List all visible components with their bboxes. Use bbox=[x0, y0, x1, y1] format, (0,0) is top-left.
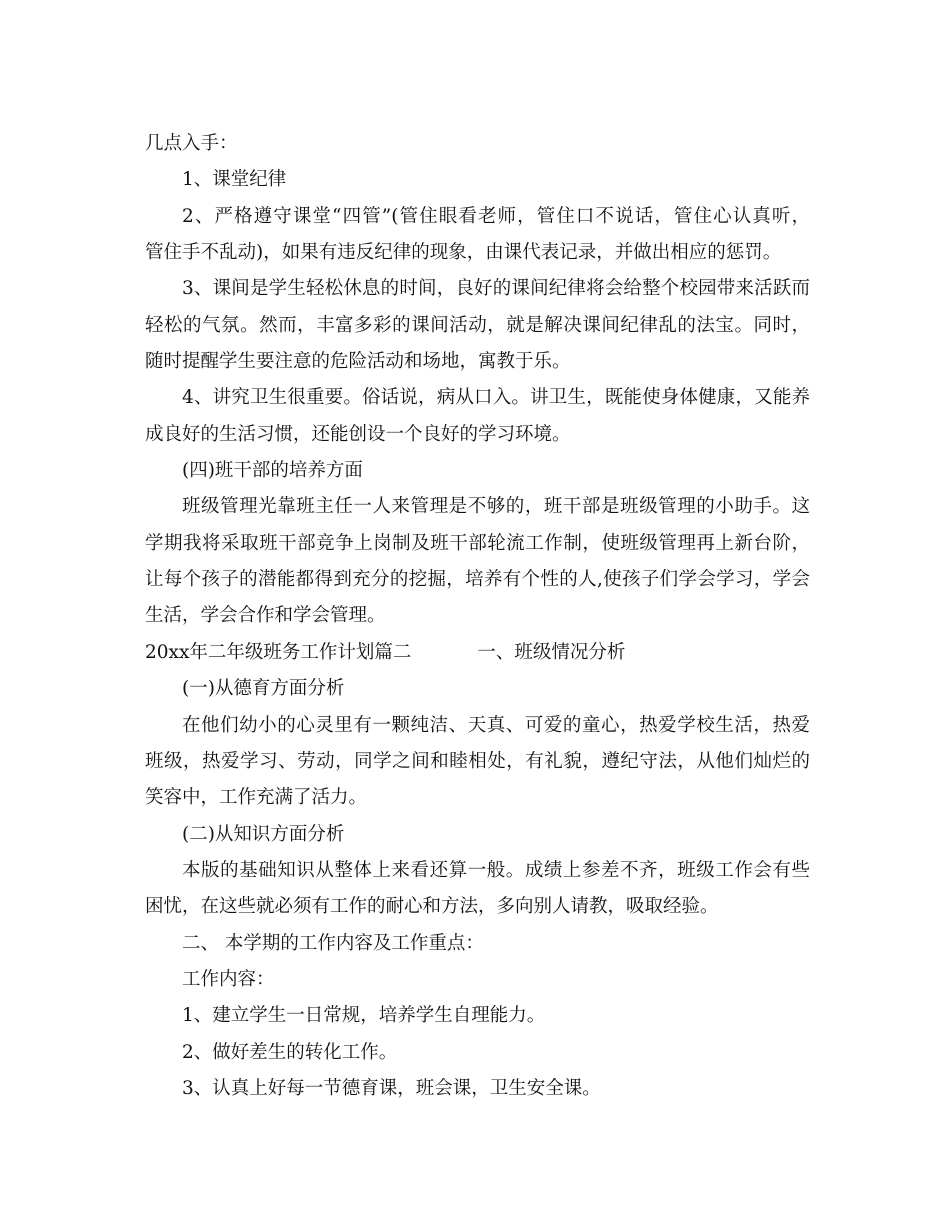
text-line: 随时提醒学生要注意的危险活动和场地，寓教于乐。 bbox=[145, 351, 571, 372]
text-line: 笑容中，工作充满了活力。 bbox=[145, 787, 368, 808]
section-heading: (四)班干部的培养方面 bbox=[182, 460, 363, 481]
text-line: 1、课堂纪律 bbox=[182, 169, 287, 190]
text-line: 让每个孩子的潜能都得到充分的挖掘，培养有个性的人,使孩子们学会学习，学会 bbox=[145, 569, 810, 590]
text-line: 生活，学会合作和学会管理。 bbox=[145, 605, 386, 626]
section-heading: 一、班级情况分析 bbox=[477, 642, 626, 663]
text-line: 管住手不乱动)，如果有违反纪律的现象，由课代表记录，并做出相应的惩罚。 bbox=[145, 242, 782, 263]
text-line: 在他们幼小的心灵里有一颗纯洁、天真、可爱的童心，热爱学校生活，热爱 bbox=[182, 715, 810, 736]
list-item: 1、建立学生一日常规，培养学生自理能力。 bbox=[182, 1005, 546, 1026]
text-line: 4、讲究卫生很重要。俗话说，病从口入。讲卫生，既能使身体健康，又能养 bbox=[182, 387, 810, 408]
text-line: 学期我将采取班干部竞争上岗制及班干部轮流工作制，使班级管理再上新台阶， bbox=[145, 533, 810, 554]
text-line: 3、课间是学生轻松休息的时间，良好的课间纪律将会给整个校园带来活跃而 bbox=[182, 278, 810, 299]
text-line: 工作内容： bbox=[182, 969, 275, 990]
section-heading: (一)从德育方面分析 bbox=[182, 678, 345, 699]
document-title-line bbox=[145, 635, 625, 671]
text-line: 班级，热爱学习、劳动，同学之间和睦相处，有礼貌，遵纪守法，从他们灿烂的 bbox=[145, 751, 810, 772]
list-item: 3、认真上好每一节德育课，班会课，卫生安全课。 bbox=[182, 1078, 601, 1099]
text-line: 本版的基础知识从整体上来看还算一般。成绩上参差不齐，班级工作会有些 bbox=[182, 860, 810, 881]
text-line: 轻松的气氛。然而，丰富多彩的课间活动，就是解决课间纪律乱的法宝。同时， bbox=[145, 315, 810, 336]
list-item: 2、做好差生的转化工作。 bbox=[182, 1042, 398, 1063]
text-line: 几点入手： bbox=[145, 133, 238, 154]
text-line: 困忧，在这些就必须有工作的耐心和方法，多向别人请教，吸取经验。 bbox=[145, 896, 719, 917]
document-title: 20xx年二年级班务工作计划篇二 bbox=[145, 642, 412, 663]
text-line: 成良好的生活习惯，还能创设一个良好的学习环境。 bbox=[145, 424, 571, 445]
section-heading: 二、 本学期的工作内容及工作重点： bbox=[182, 933, 484, 954]
text-line: 2、严格遵守课堂“四管”(管住眼看老师，管住口不说话，管住心认真听， bbox=[182, 206, 810, 227]
text-line: 班级管理光靠班主任一人来管理是不够的，班干部是班级管理的小助手。这 bbox=[182, 496, 810, 517]
section-heading: (二)从知识方面分析 bbox=[182, 824, 345, 845]
